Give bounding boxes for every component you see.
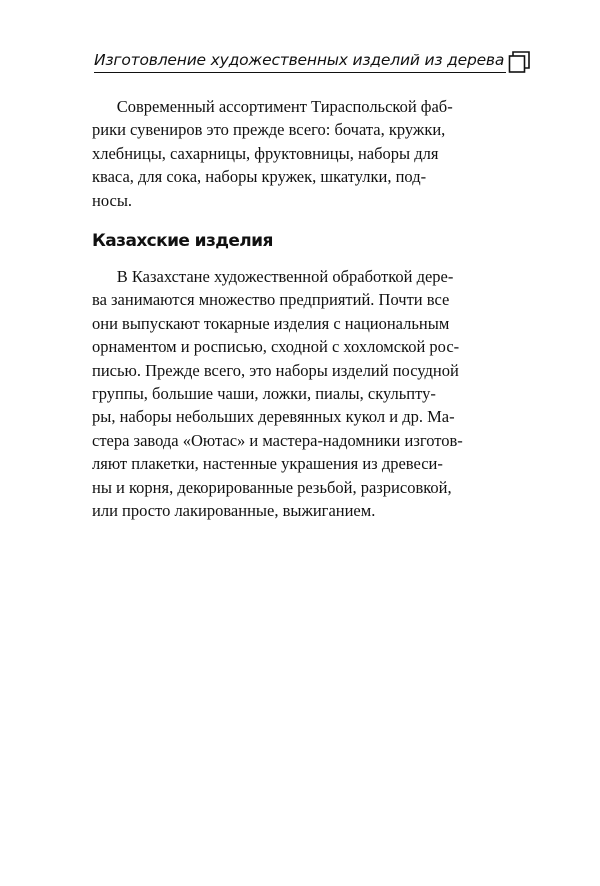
paragraph-line: стера завода «Оютас» и мастера-надомники изготов- — [92, 430, 463, 450]
paragraph-line: они выпускают токарные изделия с национальным — [92, 313, 450, 333]
paragraph-line: Современный ассортимент Тираспольской фаб- — [92, 97, 453, 116]
header-title: Изготовление художественных изделий из дерева — [94, 51, 505, 69]
running-header — [94, 50, 534, 76]
paragraph-line: носы. — [92, 190, 133, 210]
paragraph-line: орнаментом и росписью, сходной с хохломской рос- — [92, 337, 460, 357]
paragraph-line: писью. Прежде всего, это наборы изделий посудной — [92, 360, 459, 380]
paragraph-line: кваса, для сока, наборы кружек, шкатулки, под- — [92, 167, 427, 187]
paragraph-line: ры, наборы небольших деревянных кукол и др. Ма- — [92, 407, 455, 427]
book-icon — [508, 50, 532, 74]
paragraph-line: рики сувениров это прежде всего: бочата, кружки, — [92, 120, 446, 140]
header-rule — [94, 72, 506, 73]
section-heading: Казахские изделия — [92, 231, 273, 251]
paragraph-2 — [92, 265, 530, 522]
paragraph-line: В Казахстане художественной обработкой дере- — [92, 267, 454, 286]
paragraph-line: группы, большие чаши, ложки, пиалы, скульпту- — [92, 384, 436, 404]
paragraph-line: ляют плакетки, настенные украшения из древеси- — [92, 454, 443, 474]
paragraph-line: ны и корня, декорированные резьбой, разрисовкой, — [92, 477, 452, 497]
paragraph-line: или просто лакированные, выжиганием. — [92, 501, 376, 521]
paragraph-line: хлебницы, сахарницы, фруктовницы, наборы для — [92, 143, 439, 163]
paragraph-1 — [92, 95, 530, 212]
paragraph-line: ва занимаются множество предприятий. Почти все — [92, 290, 450, 310]
